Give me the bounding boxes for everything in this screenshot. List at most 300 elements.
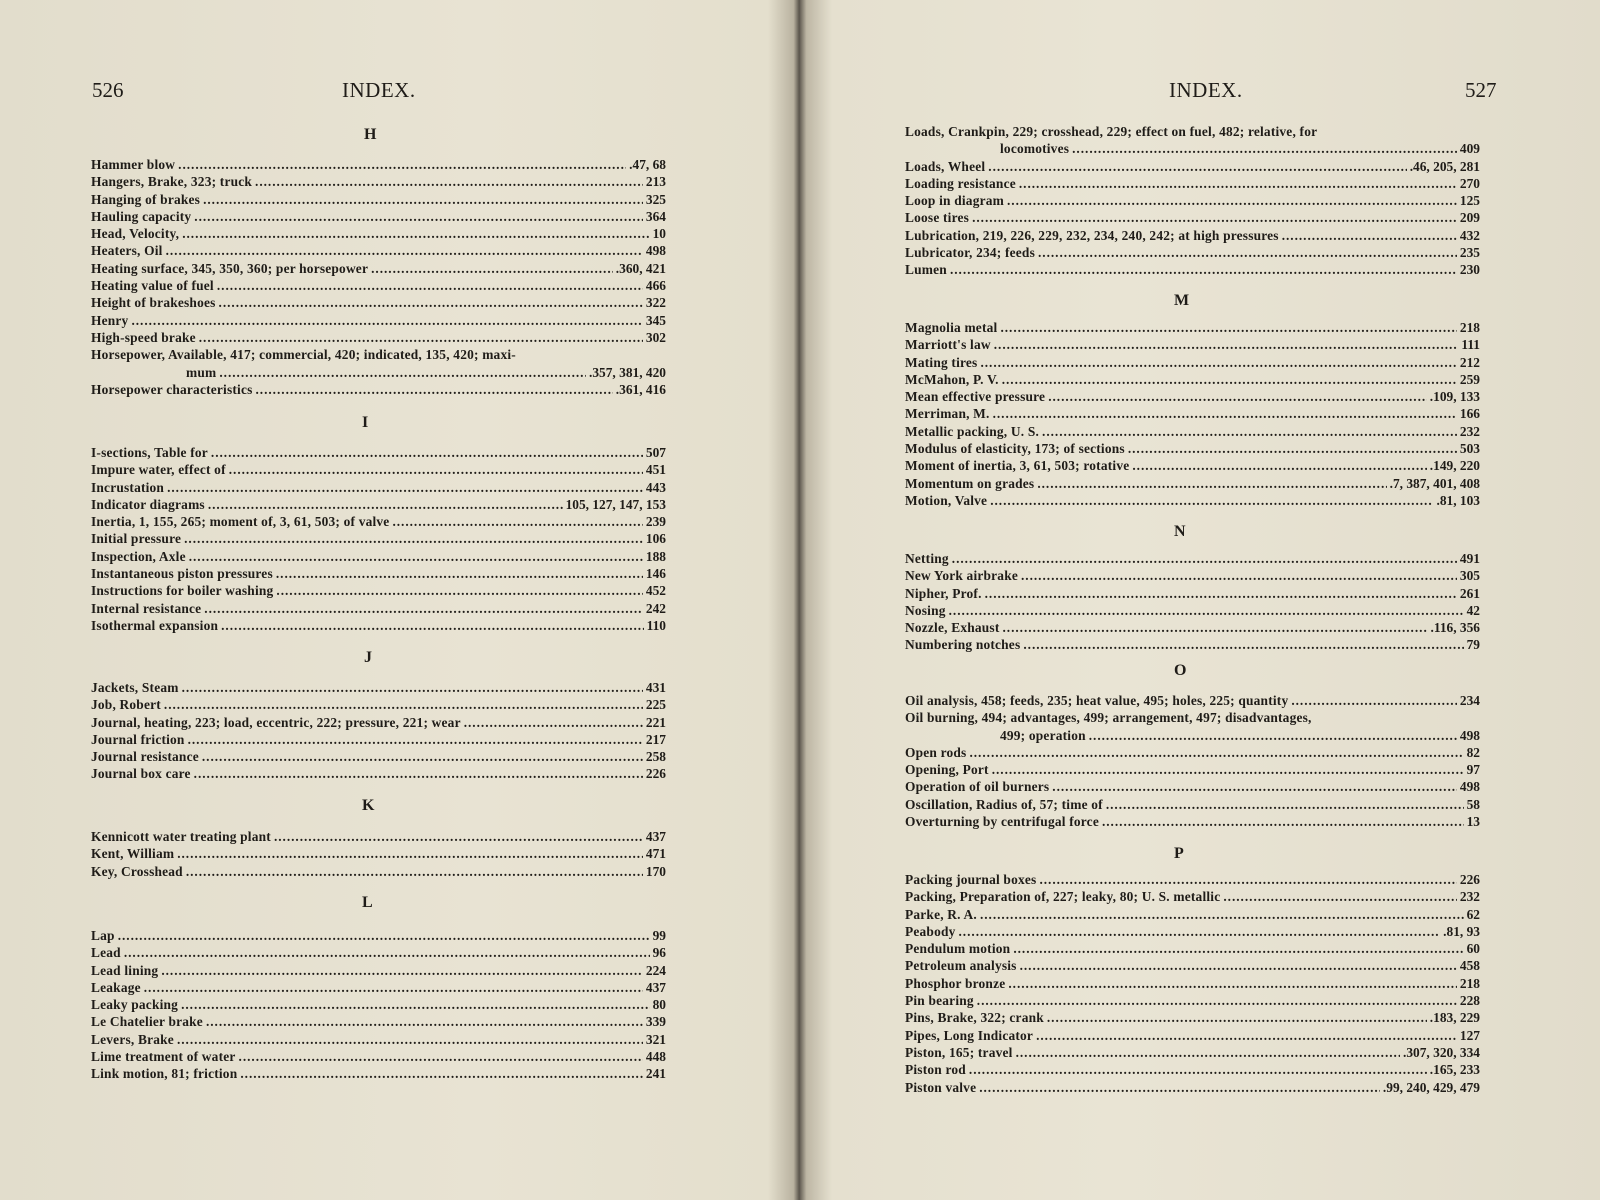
dot-leader — [1282, 227, 1457, 244]
dot-leader — [950, 261, 1457, 278]
index-entry — [91, 191, 666, 208]
entry-pages: 241 — [645, 1066, 666, 1082]
index-entry — [91, 294, 666, 311]
index-entry — [905, 423, 1480, 440]
index-entry — [91, 944, 666, 961]
entry-pages: 111 — [1461, 337, 1480, 353]
index-entry — [905, 940, 1480, 957]
dot-leader — [182, 679, 643, 696]
index-entry — [905, 123, 1480, 140]
entry-term: Isothermal expansion — [91, 617, 219, 633]
index-entry — [905, 354, 1480, 371]
entry-term: Opening, Port — [905, 762, 989, 778]
index-entry — [91, 600, 666, 617]
entry-term: Key, Crosshead — [91, 863, 183, 879]
index-entry — [905, 1009, 1480, 1026]
entry-pages: 443 — [645, 479, 666, 495]
entry-term: High-speed brake — [91, 329, 196, 345]
index-entry — [91, 996, 666, 1013]
entry-term: Hauling capacity — [91, 208, 192, 224]
entry-pages: .357, 381, 420 — [589, 364, 666, 380]
page-title: INDEX. — [342, 78, 416, 102]
dot-leader — [1132, 457, 1426, 474]
index-section — [91, 156, 666, 398]
entry-term: Nozzle, Exhaust — [905, 620, 1000, 636]
entry-pages: 212 — [1459, 354, 1480, 370]
index-entry — [905, 813, 1480, 830]
entry-term: Piston rod — [905, 1062, 966, 1078]
entry-pages: 242 — [645, 600, 666, 616]
index-entry — [905, 709, 1480, 726]
entry-term: Overturning by centrifugal force — [905, 814, 1099, 830]
entry-pages: 146 — [645, 566, 666, 582]
entry-pages: 105, 127, 147, 153 — [565, 496, 666, 512]
entry-pages: 10 — [652, 226, 666, 242]
entry-term: Horsepower characteristics — [91, 381, 253, 397]
index-entry — [91, 845, 666, 862]
index-entry — [91, 208, 666, 225]
index-entry — [91, 173, 666, 190]
index-entry — [91, 962, 666, 979]
right-page — [805, 0, 1600, 1200]
dot-leader — [979, 1079, 1380, 1096]
entry-term: Petroleum analysis — [905, 958, 1017, 974]
dot-leader — [178, 156, 626, 173]
entry-term: Internal resistance — [91, 600, 202, 616]
dot-leader — [1072, 140, 1457, 157]
entry-term: Oscillation, Radius of, 57; time of — [905, 796, 1103, 812]
entry-pages: 79 — [1466, 637, 1480, 653]
dot-leader — [1002, 371, 1457, 388]
entry-term: Indicator diagrams — [91, 496, 205, 512]
dot-leader — [124, 944, 650, 961]
entry-pages: .165, 233 — [1429, 1062, 1480, 1078]
index-section — [905, 692, 1480, 830]
entry-pages: 213 — [645, 174, 666, 190]
entry-pages: 448 — [645, 1049, 666, 1065]
entry-pages: 234 — [1459, 693, 1480, 708]
entry-term: Hanging of brakes — [91, 191, 201, 207]
index-entry — [905, 550, 1480, 567]
dot-leader — [1038, 244, 1457, 261]
entry-term: Hangers, Brake, 323; truck — [91, 174, 253, 190]
section-letter: J — [364, 649, 372, 666]
entry-pages: 166 — [1459, 406, 1480, 422]
index-entry — [91, 260, 666, 277]
dot-leader — [969, 1061, 1427, 1078]
entry-term: Instructions for boiler washing — [91, 583, 274, 599]
entry-term: Momentum on grades — [905, 475, 1035, 491]
index-entry — [905, 636, 1480, 653]
entry-pages: 437 — [645, 829, 666, 844]
dot-leader — [206, 1013, 643, 1030]
dot-leader — [1037, 475, 1386, 492]
entry-pages: 170 — [645, 863, 666, 879]
index-entry — [905, 405, 1480, 422]
section-letter: P — [1174, 845, 1184, 862]
entry-pages: 60 — [1466, 941, 1480, 957]
entry-pages: 325 — [645, 191, 666, 207]
entry-term: Parke, R. A. — [905, 906, 977, 922]
entry-term: Journal, heating, 223; load, eccentric, 222; pressure, 221; wear — [91, 714, 461, 730]
dot-leader — [1102, 813, 1464, 830]
entry-pages: 321 — [645, 1031, 666, 1047]
entry-pages: .116, 356 — [1430, 620, 1480, 636]
index-entry — [905, 871, 1480, 888]
entry-term: Oil burning, 494; advantages, 499; arrangement, 497; disadvantages, — [905, 710, 1312, 726]
entry-pages: .46, 205, 281 — [1409, 158, 1480, 174]
entry-pages: 80 — [652, 997, 666, 1013]
dot-leader — [256, 381, 613, 398]
entry-term: Head, Velocity, — [91, 226, 180, 242]
entry-term: Lubrication, 219, 226, 229, 232, 234, 240, 242; at high pressures — [905, 227, 1279, 243]
dot-leader — [1223, 888, 1457, 905]
entry-term: mum — [186, 364, 217, 380]
index-entry — [905, 336, 1480, 353]
index-entry — [905, 761, 1480, 778]
page-title: INDEX. — [1169, 78, 1243, 102]
entry-pages: 466 — [645, 278, 666, 294]
entry-pages: .109, 133 — [1429, 389, 1480, 405]
entry-pages: 437 — [645, 979, 666, 995]
entry-pages: 507 — [645, 445, 666, 460]
entry-term: Horsepower, Available, 417; commercial, 420; indicated, 135, 420; maxi- — [91, 347, 516, 363]
entry-pages: .361, 416 — [615, 381, 666, 397]
entry-pages: 188 — [645, 548, 666, 564]
dot-leader — [203, 191, 643, 208]
index-entry — [91, 714, 666, 731]
index-entry — [905, 457, 1480, 474]
dot-leader — [371, 260, 613, 277]
dot-leader — [985, 585, 1457, 602]
dot-leader — [229, 461, 643, 478]
dot-leader — [1106, 796, 1464, 813]
entry-pages: 409 — [1459, 141, 1480, 157]
index-entry — [905, 727, 1480, 744]
dot-leader — [1128, 440, 1457, 457]
index-entry — [905, 244, 1480, 261]
index-section — [91, 927, 666, 1083]
entry-term: Pins, Brake, 322; crank — [905, 1010, 1044, 1026]
index-entry — [905, 906, 1480, 923]
entry-pages: 305 — [1459, 568, 1480, 584]
entry-pages: 224 — [645, 962, 666, 978]
entry-term: McMahon, P. V. — [905, 371, 999, 387]
index-entry — [905, 140, 1480, 157]
dot-leader — [1021, 567, 1457, 584]
index-section — [905, 123, 1480, 279]
entry-pages: 491 — [1459, 551, 1480, 566]
index-entry — [91, 364, 666, 381]
entry-term: Phosphor bronze — [905, 975, 1006, 991]
dot-leader — [1047, 1009, 1427, 1026]
entry-term: Inspection, Axle — [91, 548, 186, 564]
dot-leader — [1039, 871, 1456, 888]
index-entry — [905, 957, 1480, 974]
index-entry — [905, 619, 1480, 636]
entry-pages: 228 — [1459, 993, 1480, 1009]
index-entry — [905, 923, 1480, 940]
index-entry — [905, 585, 1480, 602]
index-section — [905, 871, 1480, 1096]
index-entry — [905, 175, 1480, 192]
index-entry — [905, 744, 1480, 761]
entry-term: Height of brakeshoes — [91, 295, 216, 311]
dot-leader — [189, 548, 643, 565]
entry-pages: 62 — [1466, 906, 1480, 922]
entry-term: Leakage — [91, 979, 141, 995]
entry-term: Mean effective pressure — [905, 389, 1046, 405]
dot-leader — [118, 927, 650, 944]
dot-leader — [1016, 1044, 1400, 1061]
entry-term: Incrustation — [91, 479, 165, 495]
dot-leader — [949, 602, 1464, 619]
dot-leader — [1048, 388, 1427, 405]
entry-pages: 226 — [1459, 872, 1480, 887]
index-entry — [905, 888, 1480, 905]
entry-pages: 125 — [1459, 193, 1480, 209]
entry-term: Metallic packing, U. S. — [905, 423, 1040, 439]
entry-pages: 106 — [645, 531, 666, 547]
dot-leader — [1019, 175, 1457, 192]
dot-leader — [166, 242, 643, 259]
entry-term: Pendulum motion — [905, 941, 1011, 957]
dot-leader — [392, 513, 642, 530]
index-entry — [91, 225, 666, 242]
dot-leader — [208, 496, 563, 513]
entry-pages: 209 — [1459, 210, 1480, 226]
entry-term: Peabody — [905, 923, 956, 939]
entry-term: Nipher, Prof. — [905, 585, 982, 601]
index-entry — [91, 565, 666, 582]
index-entry — [905, 371, 1480, 388]
entry-pages: 498 — [645, 243, 666, 259]
entry-term: Packing journal boxes — [905, 872, 1037, 887]
dot-leader — [202, 748, 643, 765]
entry-pages: 99 — [652, 928, 666, 943]
entry-pages: 498 — [1459, 727, 1480, 743]
index-entry — [91, 277, 666, 294]
index-section — [905, 550, 1480, 654]
entry-pages: 498 — [1459, 779, 1480, 795]
dot-leader — [219, 364, 586, 381]
dot-leader — [969, 744, 1463, 761]
entry-term: Numbering notches — [905, 637, 1021, 653]
dot-leader — [255, 173, 643, 190]
entry-term: Piston valve — [905, 1079, 977, 1095]
entry-term: Loose tires — [905, 210, 970, 226]
index-entry — [905, 778, 1480, 795]
entry-pages: 232 — [1459, 423, 1480, 439]
page-number: 526 — [92, 78, 124, 102]
index-entry — [91, 679, 666, 696]
entry-term: Hammer blow — [91, 157, 176, 172]
index-entry — [905, 209, 1480, 226]
index-entry — [905, 975, 1480, 992]
entry-term: Moment of inertia, 3, 61, 503; rotative — [905, 458, 1130, 474]
entry-term: Mating tires — [905, 354, 978, 370]
entry-pages: 345 — [645, 312, 666, 328]
entry-pages: 339 — [645, 1014, 666, 1030]
entry-term: 499; operation — [1000, 727, 1086, 743]
dot-leader — [1013, 940, 1463, 957]
index-entry — [905, 440, 1480, 457]
dot-leader — [972, 209, 1457, 226]
section-letter: O — [1174, 662, 1187, 679]
dot-leader — [186, 863, 643, 880]
entry-term: Modulus of elasticity, 173; of sections — [905, 441, 1125, 457]
dot-leader — [276, 565, 643, 582]
entry-term: Lumen — [905, 262, 947, 278]
entry-pages: 217 — [645, 731, 666, 747]
entry-pages: 458 — [1459, 958, 1480, 974]
dot-leader — [240, 1065, 643, 1082]
index-entry — [905, 1061, 1480, 1078]
index-section — [91, 679, 666, 783]
entry-pages: 235 — [1459, 245, 1480, 261]
dot-leader — [177, 845, 643, 862]
index-entry — [905, 602, 1480, 619]
entry-term: Levers, Brake — [91, 1031, 174, 1047]
dot-leader — [184, 530, 643, 547]
entry-term: Netting — [905, 551, 949, 566]
entry-term: Kennicott water treating plant — [91, 829, 271, 844]
index-entry — [91, 828, 666, 845]
entry-pages: 451 — [645, 462, 666, 478]
entry-pages: 258 — [645, 749, 666, 765]
entry-pages: 58 — [1466, 796, 1480, 812]
section-letter: M — [1174, 292, 1190, 309]
entry-pages: 221 — [645, 714, 666, 730]
section-letter: N — [1174, 523, 1186, 540]
entry-term: Journal box care — [91, 766, 191, 782]
dot-leader — [276, 582, 642, 599]
index-section — [91, 828, 666, 880]
entry-term: Link motion, 81; friction — [91, 1066, 238, 1082]
entry-pages: 471 — [645, 846, 666, 862]
dot-leader — [188, 731, 643, 748]
dot-leader — [221, 617, 644, 634]
dot-leader — [1291, 692, 1457, 709]
index-entry — [905, 227, 1480, 244]
index-entry — [905, 1079, 1480, 1096]
dot-leader — [988, 158, 1406, 175]
dot-leader — [977, 992, 1457, 1009]
dot-leader — [1007, 192, 1457, 209]
index-entry — [91, 381, 666, 398]
dot-leader — [164, 696, 643, 713]
dot-leader — [1020, 957, 1457, 974]
dot-leader — [219, 294, 643, 311]
index-entry — [905, 192, 1480, 209]
index-entry — [905, 319, 1480, 336]
entry-pages: .7, 387, 401, 408 — [1389, 475, 1480, 491]
index-entry — [905, 158, 1480, 175]
index-entry — [91, 1013, 666, 1030]
entry-pages: .81, 103 — [1436, 492, 1480, 508]
index-entry — [91, 696, 666, 713]
entry-term: Magnolia metal — [905, 320, 998, 335]
dot-leader — [131, 312, 642, 329]
dot-leader — [204, 600, 643, 617]
entry-term: Inertia, 1, 155, 265; moment of, 3, 61, 503; of valve — [91, 514, 390, 530]
entry-term: Lead — [91, 945, 121, 961]
entry-pages: 503 — [1459, 441, 1480, 457]
entry-term: Piston, 165; travel — [905, 1044, 1013, 1060]
dot-leader — [992, 761, 1464, 778]
entry-pages: 127 — [1459, 1027, 1480, 1043]
entry-term: Merriman, M. — [905, 406, 990, 422]
index-entry — [905, 475, 1480, 492]
entry-pages: .99, 240, 429, 479 — [1382, 1079, 1480, 1095]
entry-term: Jackets, Steam — [91, 680, 179, 695]
dot-leader — [167, 479, 643, 496]
entry-pages: 225 — [645, 697, 666, 713]
entry-pages: 42 — [1466, 602, 1480, 618]
entry-pages: 432 — [1459, 227, 1480, 243]
index-entry — [91, 242, 666, 259]
dot-leader — [990, 492, 1433, 509]
dot-leader — [239, 1048, 643, 1065]
entry-term: Pin bearing — [905, 993, 974, 1009]
dot-leader — [199, 329, 643, 346]
entry-term: Journal resistance — [91, 749, 199, 765]
dot-leader — [464, 714, 643, 731]
entry-term: Heating surface, 345, 350, 360; per horsepower — [91, 260, 369, 276]
index-entry — [91, 731, 666, 748]
entry-term: I-sections, Table for — [91, 445, 208, 460]
entry-term: Pipes, Long Indicator — [905, 1027, 1034, 1043]
index-entry — [905, 1027, 1480, 1044]
entry-term: Packing, Preparation of, 227; leaky, 80; U. S. metallic — [905, 889, 1221, 905]
entry-pages: 259 — [1459, 371, 1480, 387]
dot-leader — [194, 765, 643, 782]
dot-leader — [144, 979, 643, 996]
entry-pages: 218 — [1459, 975, 1480, 991]
dot-leader — [952, 550, 1457, 567]
index-entry — [905, 1044, 1480, 1061]
entry-pages: 226 — [645, 766, 666, 782]
entry-term: Marriott's law — [905, 337, 991, 353]
entry-term: Instantaneous piston pressures — [91, 566, 273, 582]
entry-term: Oil analysis, 458; feeds, 235; heat value, 495; holes, 225; quantity — [905, 693, 1289, 708]
dot-leader — [980, 906, 1464, 923]
dot-leader — [1042, 423, 1457, 440]
entry-term: Heaters, Oil — [91, 243, 163, 259]
entry-pages: .47, 68 — [629, 157, 666, 172]
dot-leader — [1089, 727, 1457, 744]
index-entry — [905, 261, 1480, 278]
index-entry — [91, 479, 666, 496]
dot-leader — [217, 277, 643, 294]
entry-term: Lap — [91, 928, 115, 943]
page-number: 527 — [1465, 78, 1497, 102]
entry-term: Loop in diagram — [905, 193, 1004, 209]
entry-term: Operation of oil burners — [905, 779, 1050, 795]
dot-leader — [177, 1031, 643, 1048]
entry-pages: 364 — [645, 208, 666, 224]
index-entry — [905, 692, 1480, 709]
left-page — [0, 0, 795, 1200]
entry-pages: .81, 93 — [1443, 923, 1480, 939]
index-entry — [905, 388, 1480, 405]
entry-pages: .183, 229 — [1429, 1010, 1480, 1026]
index-entry — [91, 748, 666, 765]
dot-leader — [959, 923, 1441, 940]
entry-term: Journal friction — [91, 731, 185, 747]
entry-pages: .307, 320, 334 — [1403, 1044, 1480, 1060]
entry-pages: 261 — [1459, 585, 1480, 601]
